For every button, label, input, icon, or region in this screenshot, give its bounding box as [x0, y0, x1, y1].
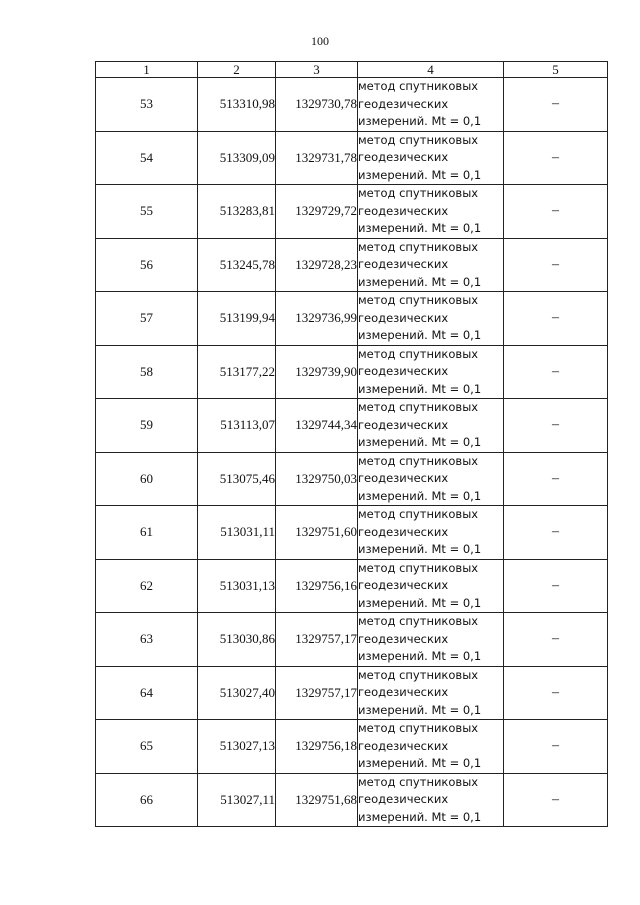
y-coordinate-cell: 1329739,90	[276, 345, 358, 399]
table-row	[96, 506, 608, 560]
table-row	[96, 613, 608, 667]
method-line: измерений. Mt = 0,1	[358, 756, 482, 770]
method-line: метод спутниковых	[358, 560, 479, 575]
table-row	[96, 78, 608, 132]
method-line: геодезических	[358, 310, 449, 325]
method-line: измерений. Mt = 0,1	[358, 435, 482, 449]
x-coordinate-cell: 513309,09	[198, 131, 276, 185]
method-line: измерений. Mt = 0,1	[358, 274, 482, 289]
method-line: геодезических	[358, 792, 449, 806]
point-number-cell: 66	[96, 773, 198, 827]
method-line: метод спутниковых	[358, 346, 479, 361]
description-cell: –	[504, 292, 608, 346]
y-coordinate-cell: 1329730,78	[276, 78, 358, 132]
header-col-1: 1	[96, 62, 198, 78]
header-col-4: 4	[358, 62, 504, 78]
description-cell: –	[504, 399, 608, 453]
method-line: геодезических	[358, 471, 449, 485]
method-line: метод спутниковых	[358, 667, 479, 682]
x-coordinate-cell: 513027,11	[198, 773, 276, 827]
x-coordinate-cell: 513245,78	[198, 238, 276, 292]
x-coordinate-cell: 513030,86	[198, 613, 276, 667]
method-line: метод спутниковых	[358, 507, 479, 521]
method-line: геодезических	[358, 203, 449, 218]
y-coordinate-cell: 1329756,18	[276, 720, 358, 774]
method-cell	[358, 773, 504, 827]
method-cell	[358, 506, 504, 560]
table-body	[96, 78, 608, 827]
y-coordinate-cell: 1329728,23	[276, 238, 358, 292]
header-col-3: 3	[276, 62, 358, 78]
method-line: метод спутниковых	[358, 400, 479, 414]
method-cell	[358, 238, 504, 292]
method-line: геодезических	[358, 96, 449, 111]
y-coordinate-cell: 1329750,03	[276, 452, 358, 506]
table-row	[96, 452, 608, 506]
method-line: метод спутниковых	[358, 721, 479, 735]
method-line: геодезических	[358, 685, 449, 699]
header-row	[96, 62, 608, 78]
table-row	[96, 399, 608, 453]
method-line: геодезических	[358, 150, 449, 164]
description-cell: –	[504, 131, 608, 185]
method-line: геодезических	[358, 578, 449, 592]
method-line: измерений. Mt = 0,1	[358, 221, 482, 235]
y-coordinate-cell: 1329757,17	[276, 666, 358, 720]
method-cell	[358, 78, 504, 132]
description-cell: –	[504, 238, 608, 292]
method-cell	[358, 185, 504, 239]
table-row	[96, 292, 608, 346]
method-line: геодезических	[358, 364, 449, 378]
method-line: метод спутниковых	[358, 132, 479, 147]
description-cell: –	[504, 666, 608, 720]
method-line: геодезических	[358, 738, 449, 753]
point-number-cell: 58	[96, 345, 198, 399]
y-coordinate-cell: 1329736,99	[276, 292, 358, 346]
y-coordinate-cell: 1329751,60	[276, 506, 358, 560]
method-line: измерений. Mt = 0,1	[358, 649, 482, 663]
description-cell: –	[504, 773, 608, 827]
description-cell: –	[504, 78, 608, 132]
table-row	[96, 559, 608, 613]
description-cell: –	[504, 720, 608, 774]
y-coordinate-cell: 1329756,16	[276, 559, 358, 613]
method-cell	[358, 345, 504, 399]
point-number-cell: 57	[96, 292, 198, 346]
method-line: метод спутниковых	[358, 79, 479, 93]
table-row	[96, 720, 608, 774]
method-line: метод спутниковых	[358, 186, 479, 200]
method-line: измерений. Mt = 0,1	[358, 488, 482, 503]
method-line: метод спутниковых	[358, 239, 479, 254]
description-cell: –	[504, 345, 608, 399]
x-coordinate-cell: 513027,40	[198, 666, 276, 720]
method-line: геодезических	[358, 524, 449, 539]
method-line: измерений. Mt = 0,1	[358, 542, 482, 556]
x-coordinate-cell: 513075,46	[198, 452, 276, 506]
method-line: измерений. Mt = 0,1	[358, 167, 482, 182]
method-cell	[358, 399, 504, 453]
y-coordinate-cell: 1329744,34	[276, 399, 358, 453]
description-cell: –	[504, 613, 608, 667]
method-line: геодезических	[358, 631, 449, 646]
x-coordinate-cell: 513283,81	[198, 185, 276, 239]
method-line: измерений. Mt = 0,1	[358, 809, 482, 824]
method-line: метод спутниковых	[358, 453, 479, 468]
method-line: метод спутниковых	[358, 293, 479, 307]
x-coordinate-cell: 513031,11	[198, 506, 276, 560]
point-number-cell: 59	[96, 399, 198, 453]
table-header	[96, 62, 608, 78]
point-number-cell: 60	[96, 452, 198, 506]
point-number-cell: 54	[96, 131, 198, 185]
method-cell	[358, 613, 504, 667]
method-line: метод спутниковых	[358, 614, 479, 628]
y-coordinate-cell: 1329751,68	[276, 773, 358, 827]
x-coordinate-cell: 513027,13	[198, 720, 276, 774]
method-line: измерений. Mt = 0,1	[358, 702, 482, 717]
method-line: измерений. Mt = 0,1	[358, 381, 482, 396]
point-number-cell: 64	[96, 666, 198, 720]
method-cell	[358, 292, 504, 346]
x-coordinate-cell: 513113,07	[198, 399, 276, 453]
method-cell	[358, 452, 504, 506]
table-row	[96, 185, 608, 239]
table-row	[96, 131, 608, 185]
method-line: измерений. Mt = 0,1	[358, 328, 482, 342]
description-cell: –	[504, 559, 608, 613]
method-cell	[358, 559, 504, 613]
method-line: метод спутниковых	[358, 774, 479, 789]
point-number-cell: 55	[96, 185, 198, 239]
method-line: измерений. Mt = 0,1	[358, 114, 482, 128]
method-cell	[358, 131, 504, 185]
x-coordinate-cell: 513199,94	[198, 292, 276, 346]
coordinates-table	[95, 61, 608, 827]
method-line: измерений. Mt = 0,1	[358, 595, 482, 610]
header-col-5: 5	[504, 62, 608, 78]
method-line: геодезических	[358, 257, 449, 271]
x-coordinate-cell: 513177,22	[198, 345, 276, 399]
table-row	[96, 773, 608, 827]
page-number: 100	[311, 34, 329, 48]
description-cell: –	[504, 185, 608, 239]
method-line: геодезических	[358, 417, 449, 432]
point-number-cell: 62	[96, 559, 198, 613]
table-row	[96, 345, 608, 399]
table-row	[96, 666, 608, 720]
point-number-cell: 53	[96, 78, 198, 132]
description-cell: –	[504, 452, 608, 506]
point-number-cell: 61	[96, 506, 198, 560]
x-coordinate-cell: 513310,98	[198, 78, 276, 132]
x-coordinate-cell: 513031,13	[198, 559, 276, 613]
point-number-cell: 56	[96, 238, 198, 292]
point-number-cell: 65	[96, 720, 198, 774]
description-cell: –	[504, 506, 608, 560]
y-coordinate-cell: 1329731,78	[276, 131, 358, 185]
method-cell	[358, 666, 504, 720]
method-cell	[358, 720, 504, 774]
header-col-2: 2	[198, 62, 276, 78]
y-coordinate-cell: 1329729,72	[276, 185, 358, 239]
point-number-cell: 63	[96, 613, 198, 667]
y-coordinate-cell: 1329757,17	[276, 613, 358, 667]
table-row	[96, 238, 608, 292]
